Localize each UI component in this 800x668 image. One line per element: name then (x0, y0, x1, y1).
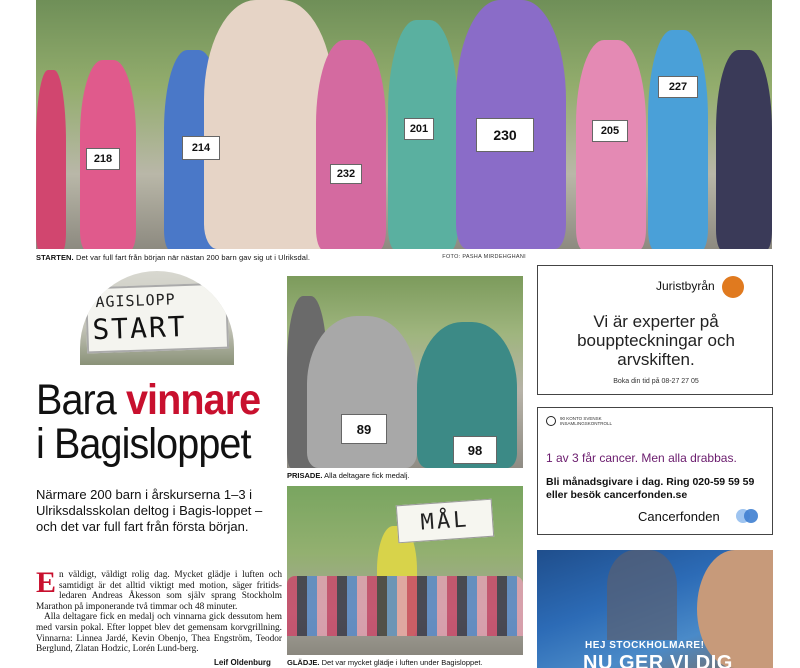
race-bib: 89 (341, 414, 387, 444)
headline-part1: Bara (36, 376, 116, 424)
start-sign-photo (80, 271, 234, 365)
insamlingskontroll-logo-icon (546, 416, 556, 426)
ad-cancerfonden[interactable] (537, 407, 773, 535)
article-paragraph: Alla deltagare fick en medalj och vinnarna gick dessutom hem med varsin pokal. Efter loppet blev det gemensam korvgrillning. Vinnarna: Linnea Jardé, Kevin Obenjo, Thea Engström, Teodor Berglund, Zlatan Hodzic, Lorén Lund-berg. (36, 612, 282, 655)
runner-figure (716, 50, 772, 249)
cancer-headline: 1 av 3 får cancer. Men alla drabbas. (546, 451, 737, 465)
article-lede: Närmare 200 barn i årskurserna 1–3 i Ulriksdalsskolan deltog i Bagis-loppet – och det var full fart från första början. (36, 487, 263, 534)
race-bib: 227 (658, 76, 698, 98)
cancer-website-line: eller besök cancerfonden.se (546, 489, 688, 501)
person-face (697, 550, 773, 668)
caption-text: Alla deltagare fick medalj. (324, 471, 410, 480)
caption-text: Det var full fart från början när nästan 200 barn gav sig ut i Ulriksdal. (75, 253, 311, 262)
race-bib: 218 (86, 148, 120, 170)
caption-lead: STARTEN. (36, 253, 74, 262)
headline-red-word: vinnare (125, 376, 261, 424)
photo-credit: FOTO: PASHA MIRDEHGHANI (442, 254, 526, 260)
race-bib: 214 (182, 136, 220, 160)
ad-stockholm[interactable] (537, 550, 773, 668)
stockholm-greeting: HEJ STOCKHOLMARE! (585, 640, 705, 651)
race-bib: 230 (476, 118, 534, 152)
person-figure (607, 550, 677, 640)
byline: Leif Oldenburg (214, 658, 271, 667)
start-sign-small-text: AGISLOPP (95, 290, 176, 312)
caption-text: Det var mycket glädje i luften under Bagisloppet. (321, 658, 483, 667)
start-sign-big-text: START (91, 309, 188, 347)
prize-photo-children-medals (287, 276, 523, 468)
runner-figure (204, 0, 334, 249)
child-figure (307, 316, 417, 468)
stockholm-headline: NU GER VI DIG (583, 652, 733, 668)
goal-photo-children-finish (287, 486, 523, 655)
caption-lead: GLÄDJE. (287, 658, 320, 667)
jurist-phone: Boka din tid på 08-27 27 05 (613, 378, 699, 385)
goal-photo-caption (287, 658, 523, 667)
jurist-brand-name: Juristbyrån (656, 279, 715, 293)
cancer-call-line: Bli månadsgivare i dag. Ring 020-59 59 59 (546, 476, 755, 488)
start-sign-board (85, 283, 229, 354)
runner-figure (576, 40, 646, 249)
headline-part2: i Bagisloppet (36, 420, 251, 468)
race-bib: 232 (330, 164, 362, 184)
race-bib: 98 (453, 436, 497, 464)
jurist-headline: Vi är experter på bouppteckningar och arvskiften. (577, 312, 735, 369)
top-photo-running-children (36, 0, 772, 249)
article-headline (36, 378, 264, 466)
drop-cap: E (36, 566, 57, 599)
goal-sign: MÅL (396, 499, 494, 544)
runner-figure (648, 30, 708, 249)
race-bib: 201 (404, 118, 434, 140)
article-body (36, 566, 282, 655)
race-bib: 205 (592, 120, 628, 142)
children-crowd (287, 576, 523, 636)
jurist-logo-icon (722, 276, 744, 298)
prize-photo-caption (287, 471, 523, 480)
insamlingskontroll-text: 90 KONTO SVENSK INSAMLINGSKONTROLL (560, 416, 613, 426)
runner-figure (36, 70, 66, 249)
runner-figure (316, 40, 386, 249)
article-paragraph: n väldigt, väldigt rolig dag. Mycket glädje i luften och samtidigt är det alltid viktigt med motion, säger fritids-ledaren Andreas Åkesson som själv sprang Stockholm Marathon på imponerande två timmar och 48 minuter. (36, 570, 282, 612)
caption-lead: PRISADE. (287, 471, 323, 480)
cancerfonden-logo-icon (736, 509, 758, 523)
cancerfonden-brand: Cancerfonden (638, 509, 720, 524)
ad-juristbyran[interactable] (537, 265, 773, 395)
